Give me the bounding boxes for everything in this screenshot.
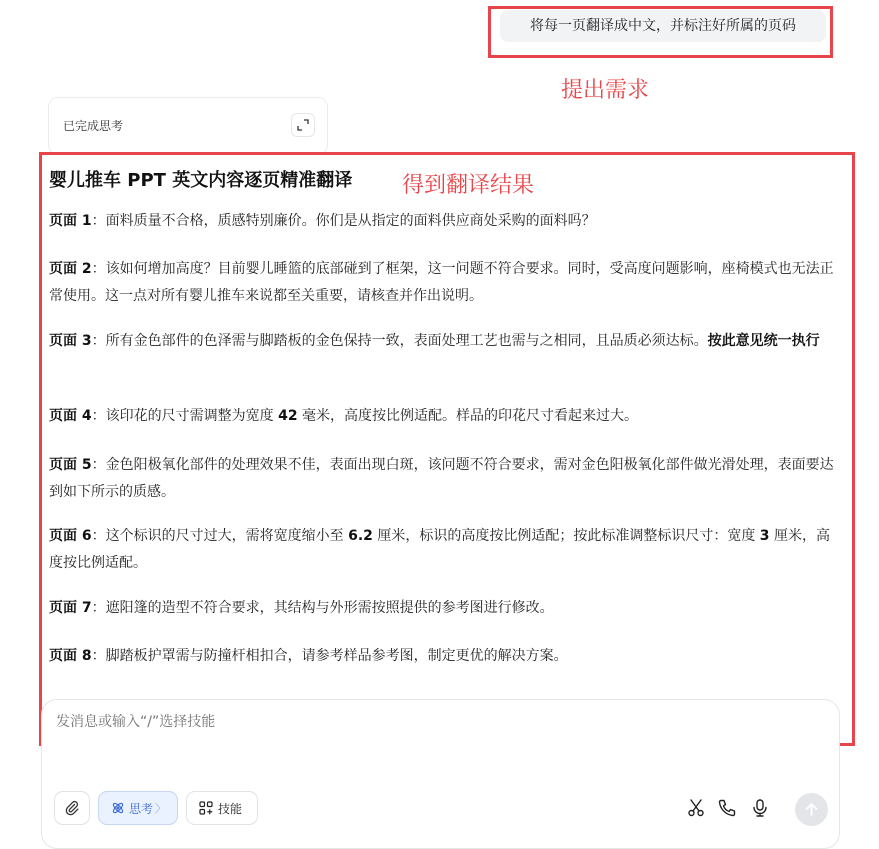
grid-plus-icon (199, 801, 213, 815)
translation-page-7: 页面 7：遮阳篷的造型不符合要求，其结构与外形需按照提供的参考图进行修改。 (49, 600, 554, 616)
translation-page-1: 页面 1：面料质量不合格，质感特别廉价。你们是从指定的面料供应商处采购的面料吗？ (49, 213, 596, 229)
attach-button[interactable] (54, 791, 90, 825)
arrow-up-icon (803, 801, 820, 818)
message-composer (41, 699, 840, 849)
chevron-right-icon: 〉 (155, 802, 167, 815)
skill-button[interactable] (186, 791, 258, 825)
thinking-status-label: 已完成思考 (63, 119, 124, 133)
page-text: 毫米，高度按比例适配。样品的印花尺寸看起来过大。 (297, 408, 639, 424)
annotation-request: 提出需求 (561, 78, 650, 103)
translation-page-2: 页面 2：该如何增加高度？目前婴儿睡篮的底部碰到了框架，这一问题不符合要求。同时，受高度问题影响，座椅模式也无法正常使用。这一点对所有婴儿推车来说都至关重要，请核查并作出说明。 (49, 261, 834, 304)
message-input[interactable] (56, 714, 816, 730)
page-text: 所有金色部件的色泽需与脚踏板的金色保持一致，表面处理工艺也需与之相同，且品质必须达标。 (105, 333, 708, 349)
page-text: 这个标识的尺寸过大，需将宽度缩小至 (105, 528, 349, 544)
page-text: 面料质量不合格，质感特别廉价。你们是从指定的面料供应商处采购的面料吗？ (105, 213, 596, 229)
user-message-bubble: 将每一页翻译成中文，并标注好所属的页码 (500, 10, 826, 42)
atom-icon (111, 801, 125, 815)
scissors-icon[interactable] (686, 798, 706, 818)
phone-icon[interactable] (717, 798, 737, 818)
page-value: 3 (759, 528, 770, 544)
page-value: 6.2 (348, 528, 373, 544)
translation-page-5: 页面 5：金色阳极氧化部件的处理效果不佳，表面出现白斑，该问题不符合要求，需对金色阳极氧化部件做光滑处理，表面要达到如下所示的质感。 (49, 457, 834, 500)
page-label: 页面 1 (49, 213, 92, 229)
page-text: 脚踏板护罩需与防撞杆相扣合，请参考样品参考图，制定更优的解决方案。 (105, 648, 568, 664)
page-label: 页面 6 (49, 528, 92, 544)
page-text: 厘米，高度按比例适配。 (49, 528, 830, 571)
page-label: 页面 7 (49, 600, 92, 616)
translation-page-4: 页面 4：该印花的尺寸需调整为宽度 42 毫米，高度按比例适配。样品的印花尺寸看起来过大。 (49, 408, 639, 424)
page-label: 页面 8 (49, 648, 92, 664)
thinking-card[interactable] (48, 97, 328, 155)
page-label: 页面 3 (49, 333, 92, 349)
page-text: 遮阳篷的造型不符合要求，其结构与外形需按照提供的参考图进行修改。 (105, 600, 554, 616)
paperclip-icon (64, 800, 80, 816)
translation-page-6: 页面 6：这个标识的尺寸过大，需将宽度缩小至 6.2 厘米，标识的高度按比例适配；按此标准调整标识尺寸：宽度 3 厘米，高度按比例适配。 (49, 528, 830, 571)
result-title: 婴儿推车 PPT 英文内容逐页精准翻译 (49, 170, 353, 191)
think-toggle-button[interactable] (98, 791, 178, 825)
translation-page-8: 页面 8：脚踏板护罩需与防撞杆相扣合，请参考样品参考图，制定更优的解决方案。 (49, 648, 568, 664)
page-text: 该印花的尺寸需调整为宽度 (105, 408, 279, 424)
page-text: 金色阳极氧化部件的处理效果不佳，表面出现白斑，该问题不符合要求，需对金色阳极氧化部件做光滑处理，表面要达到如下所示的质感。 (49, 457, 834, 500)
page-text: 该如何增加高度？目前婴儿睡篮的底部碰到了框架，这一问题不符合要求。同时，受高度问题影响，座椅模式也无法正常使用。这一点对所有婴儿推车来说都至关重要，请核查并作出说明。 (49, 261, 834, 304)
think-label: 思考 (129, 801, 154, 816)
page-value: 42 (278, 408, 298, 424)
annotation-result: 得到翻译结果 (402, 173, 535, 198)
page-label: 页面 5 (49, 457, 92, 473)
expand-button[interactable] (291, 113, 315, 137)
skill-label: 技能 (218, 801, 243, 816)
microphone-icon[interactable] (750, 798, 770, 818)
page-emphasis: 按此意见统一执行 (707, 333, 820, 349)
send-button[interactable] (795, 793, 828, 826)
expand-icon (297, 119, 309, 131)
page-label: 页面 2 (49, 261, 92, 277)
page-text: 厘米，标识的高度按比例适配；按此标准调整标识尺寸：宽度 (372, 528, 760, 544)
translation-page-3: 页面 3：所有金色部件的色泽需与脚踏板的金色保持一致，表面处理工艺也需与之相同，且品质必须达标。按此意见统一执行 (49, 333, 820, 349)
page-label: 页面 4 (49, 408, 92, 424)
